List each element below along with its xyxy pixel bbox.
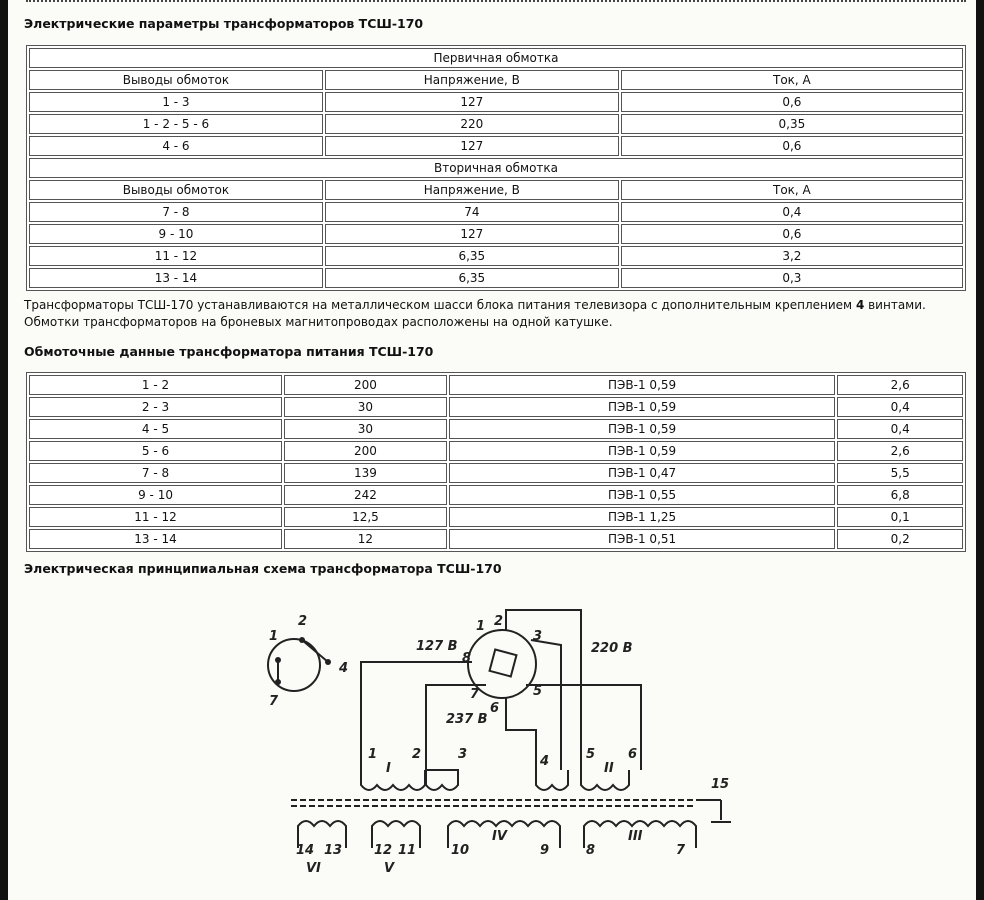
table-cell: 5,5	[837, 463, 963, 483]
table-cell: 13 - 14	[29, 268, 323, 288]
right-frame-border	[976, 0, 984, 900]
table-cell: 6,35	[325, 246, 619, 266]
table-row	[29, 441, 963, 461]
table-row	[29, 463, 963, 483]
table-cell: ПЭВ-1 0,55	[449, 485, 836, 505]
voltage-220-label: 220 В	[591, 641, 633, 656]
table-cell: 11 - 12	[29, 507, 282, 527]
table-cell: ПЭВ-1 0,59	[449, 441, 836, 461]
schematic-label: IV	[492, 829, 507, 844]
table-cell: 0,35	[621, 114, 963, 134]
table-row	[29, 136, 963, 156]
table-cell: 0,6	[621, 136, 963, 156]
left-frame-border	[0, 0, 8, 900]
table-cell: 4 - 5	[29, 419, 282, 439]
voltage-237-label: 237 В	[446, 712, 488, 727]
table-cell: 127	[325, 92, 619, 112]
schematic-label: 9	[540, 843, 550, 858]
table-cell: 1 - 3	[29, 92, 323, 112]
table-cell: 127	[325, 224, 619, 244]
section-header-cell: Вторичная обмотка	[29, 158, 963, 178]
schematic-label: 6	[490, 701, 500, 716]
table-cell: 2 - 3	[29, 397, 282, 417]
column-header-row	[29, 70, 963, 90]
table-cell: 0,4	[837, 397, 963, 417]
schematic-label: 1	[476, 619, 486, 634]
schematic-label: 7	[676, 843, 686, 858]
electrical-params-table	[26, 45, 966, 291]
table-cell: 30	[284, 397, 447, 417]
schematic-label: 2	[412, 747, 422, 762]
table-cell: 200	[284, 441, 447, 461]
table-cell: 2,6	[837, 441, 963, 461]
table-cell: 13 - 14	[29, 529, 282, 549]
table-row	[29, 529, 963, 549]
column-header-cell: Ток, А	[621, 180, 963, 200]
table-row	[29, 268, 963, 288]
table-cell: 0,6	[621, 224, 963, 244]
schematic-label: 4	[339, 661, 349, 676]
column-header-cell: Ток, А	[621, 70, 963, 90]
schematic-label: 3	[533, 629, 543, 644]
pin-label: 1	[269, 629, 279, 644]
paragraph-text-2: винтами. Обмотки трансформаторов на броневых магнитопроводах расположены на одной катушке.	[24, 298, 926, 329]
table-cell: 6,8	[837, 485, 963, 505]
column-header-cell: Напряжение, В	[325, 70, 619, 90]
schematic-label: 8	[462, 651, 472, 666]
table-cell: 0,6	[621, 92, 963, 112]
table-cell: 5 - 6	[29, 441, 282, 461]
schematic-label: 12	[374, 843, 393, 858]
table-cell: 2,6	[837, 375, 963, 395]
voltage-127-label: 127 В	[416, 639, 458, 654]
schematic-label: 11	[398, 843, 417, 858]
section-header-cell: Первичная обмотка	[29, 48, 963, 68]
table-cell: 12,5	[284, 507, 447, 527]
schematic-label: 5	[586, 747, 596, 762]
schematic-label: 13	[324, 843, 343, 858]
table-cell: 200	[284, 375, 447, 395]
table-cell: ПЭВ-1 0,59	[449, 375, 836, 395]
table-row	[29, 92, 963, 112]
page-content	[8, 0, 976, 900]
paragraph-text-1: Трансформаторы ТСШ-170 устанавливаются на металлическом шасси блока питания телевизора с дополнительным креплением	[24, 298, 856, 312]
schematic-label: 2	[298, 614, 308, 629]
title-electrical-params: Электрические параметры трансформаторов ТСШ-170	[24, 16, 424, 31]
table-cell: 0,1	[837, 507, 963, 527]
schematic-label: 15	[711, 777, 730, 792]
title-schematic: Электрическая принципиальная схема трансформатора ТСШ-170	[24, 561, 502, 576]
schematic-label: 14	[296, 843, 315, 858]
table-row	[29, 246, 963, 266]
table-cell: ПЭВ-1 0,59	[449, 397, 836, 417]
table-cell: 11 - 12	[29, 246, 323, 266]
column-header-cell: Напряжение, В	[325, 180, 619, 200]
table-cell: 6,35	[325, 268, 619, 288]
table-row	[29, 224, 963, 244]
schematic-label: 3	[458, 747, 468, 762]
table-cell: 1 - 2 - 5 - 6	[29, 114, 323, 134]
table-cell: ПЭВ-1 0,47	[449, 463, 836, 483]
column-header-row	[29, 180, 963, 200]
table-cell: 12	[284, 529, 447, 549]
table-cell: 74	[325, 202, 619, 222]
schematic-label: 4	[540, 754, 550, 769]
table-cell: 3,2	[621, 246, 963, 266]
column-header-cell: Выводы обмоток	[29, 180, 323, 200]
schematic-label: 6	[628, 747, 638, 762]
table-cell: ПЭВ-1 0,51	[449, 529, 836, 549]
table-row	[29, 419, 963, 439]
table-cell: 9 - 10	[29, 485, 282, 505]
table-cell: 0,2	[837, 529, 963, 549]
table-cell: ПЭВ-1 0,59	[449, 419, 836, 439]
top-cut-line	[26, 0, 966, 6]
table-cell: 4 - 6	[29, 136, 323, 156]
table-cell: 220	[325, 114, 619, 134]
schematic-label: II	[604, 761, 614, 776]
transformer-schematic	[236, 590, 746, 900]
schematic-label: III	[628, 829, 643, 844]
schematic-label: 7	[269, 694, 279, 709]
table-cell: 0,4	[621, 202, 963, 222]
schematic-label: 10	[451, 843, 470, 858]
table-row	[29, 397, 963, 417]
table-cell: 1 - 2	[29, 375, 282, 395]
schematic-label: 7	[470, 687, 480, 702]
table-cell: 30	[284, 419, 447, 439]
table-cell: 127	[325, 136, 619, 156]
column-header-cell: Выводы обмоток	[29, 70, 323, 90]
table-row	[29, 375, 963, 395]
schematic-label: 8	[586, 843, 596, 858]
table-cell: 7 - 8	[29, 202, 323, 222]
schematic-label: VI	[306, 861, 321, 876]
table-cell: 139	[284, 463, 447, 483]
table-cell: 0,4	[837, 419, 963, 439]
coil-label: I	[386, 761, 391, 776]
table-cell: ПЭВ-1 1,25	[449, 507, 836, 527]
title-winding-data: Обмоточные данные трансформатора питания ТСШ-170	[24, 344, 434, 359]
table-cell: 9 - 10	[29, 224, 323, 244]
table-row	[29, 485, 963, 505]
table-cell: 7 - 8	[29, 463, 282, 483]
table-cell: 242	[284, 485, 447, 505]
table-cell: 0,3	[621, 268, 963, 288]
table-row	[29, 114, 963, 134]
schematic-label: 1	[368, 747, 378, 762]
section-header-row	[29, 48, 963, 68]
paragraph-bold-number: 4	[855, 298, 865, 312]
description-paragraph	[24, 297, 954, 331]
table-row	[29, 507, 963, 527]
winding-data-table	[26, 372, 966, 552]
table-row	[29, 202, 963, 222]
schematic-label: 5	[533, 684, 543, 699]
schematic-label: V	[384, 861, 395, 876]
section-header-row	[29, 158, 963, 178]
schematic-label: 2	[494, 614, 504, 629]
